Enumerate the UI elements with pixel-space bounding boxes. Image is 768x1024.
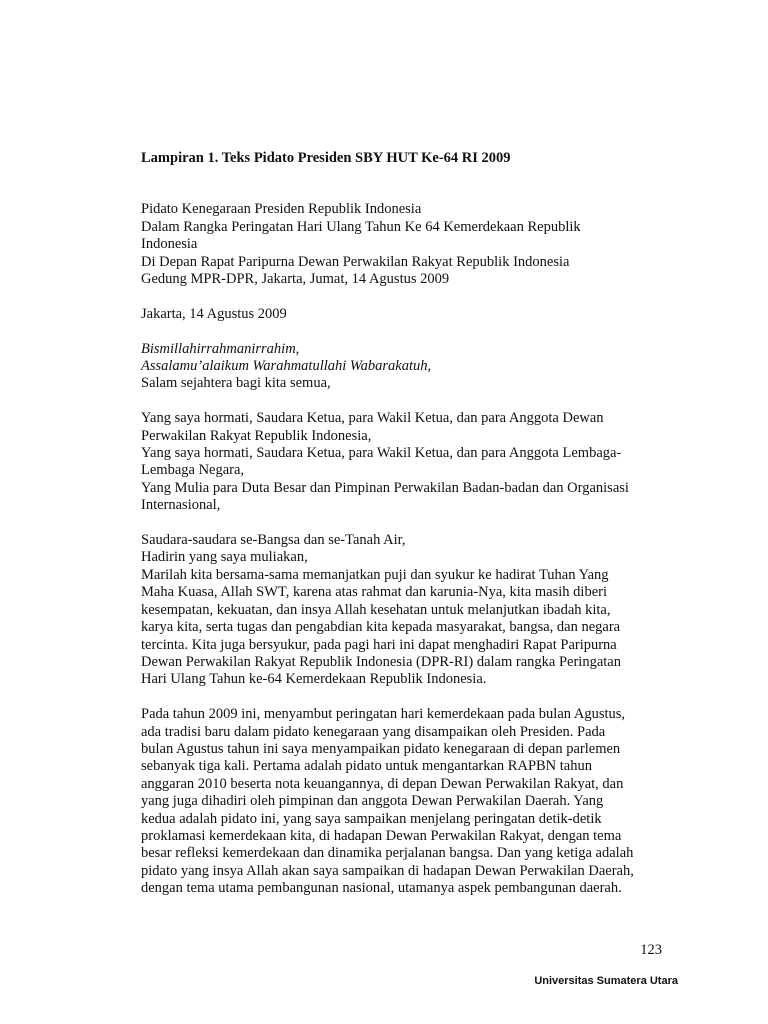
paragraph-line: besar refleksi kemerdekaan dan dinamika perjalanan bangsa. Dan yang ketiga adalah [141,845,634,862]
paragraph-line: Maha Kuasa, Allah SWT, karena atas rahmat dan karunia-Nya, kita masih diberi [141,584,607,601]
paragraph-line: sebanyak tiga kali. Pertama adalah pidato untuk mengantarkan RAPBN tahun [141,758,592,775]
paragraph-line: kedua adalah pidato ini, yang saya sampaikan menjelang peringatan detik-detik [141,810,602,827]
greeting-line: Salam sejahtera bagi kita semua, [141,375,331,392]
paragraph-line: karya kita, serta tugas dan pengabdian kita kepada masyarakat, bangsa, dan negara [141,619,621,636]
honorific-line: Yang saya hormati, Saudara Ketua, para Wakil Ketua, dan para Anggota Lembaga- [141,445,622,462]
paragraph-line: Hari Ulang Tahun ke-64 Kemerdekaan Republik Indonesia. [141,671,487,688]
greeting [141,341,661,393]
paragraph-line: tercinta. Kita juga bersyukur, pada pagi hari ini dapat menghadiri Rapat Paripurna [141,636,617,653]
paragraph-line: anggaran 2010 beserta nota keuangannya, di depan Dewan Perwakilan Rakyat, dan [141,775,624,792]
header-line: Indonesia [141,236,198,253]
paragraph-line: Pada tahun 2009 ini, menyambut peringatan hari kemerdekaan pada bulan Agustus, [141,706,626,723]
document-title: Lampiran 1. Teks Pidato Presiden SBY HUT Ke-64 RI 2009 [141,150,511,166]
header-line: Pidato Kenegaraan Presiden Republik Indonesia [141,201,422,218]
paragraph-line: Marilah kita bersama-sama memanjatkan puji dan syukur ke hadirat Tuhan Yang [141,566,609,583]
greeting-line: Bismillahirrahmanirrahim, [141,340,300,357]
paragraph-line: pidato yang insya Allah akan saya sampaikan di hadapan Dewan Perwakilan Daerah, [141,862,634,879]
paragraph-line: kesempatan, kekuatan, dan insya Allah kesehatan untuk melanjutkan ibadah kita, [141,601,611,618]
header-line: Gedung MPR-DPR, Jakarta, Jumat, 14 Agustus 2009 [141,271,450,288]
footer-institution: Universitas Sumatera Utara [534,975,678,987]
paragraph-line: Hadirin yang saya muliakan, [141,549,308,566]
honorific-line: Yang Mulia para Duta Besar dan Pimpinan Perwakilan Badan-badan dan Organisasi [141,479,629,496]
greeting-line: Assalamu’alaikum Warahmatullahi Wabarakatuh, [141,358,432,375]
paragraph-tradition [141,706,661,897]
paragraph-line: Dewan Perwakilan Rakyat Republik Indonesia (DPR-RI) dalam rangka Peringatan [141,653,621,670]
header-line: Dalam Rangka Peringatan Hari Ulang Tahun Ke 64 Kemerdekaan Republik [141,218,581,235]
document-body [141,150,661,915]
header-line: Di Depan Rapat Paripurna Dewan Perwakilan Rakyat Republik Indonesia [141,253,570,270]
paragraph-opening [141,532,661,689]
honorific-line: Internasional, [141,497,221,514]
honorific-line: Lembaga Negara, [141,462,245,479]
honorific-line: Yang saya hormati, Saudara Ketua, para Wakil Ketua, dan para Anggota Dewan [141,410,604,427]
date-text: Jakarta, 14 Agustus 2009 [141,305,287,322]
page-number: 123 [640,942,662,958]
honorific-line: Perwakilan Rakyat Republik Indonesia, [141,427,372,444]
paragraph-line: ada tradisi baru dalam pidato kenegaraan yang disampaikan oleh Presiden. Pada [141,723,606,740]
paragraph-line: Saudara-saudara se-Bangsa dan se-Tanah Air, [141,532,406,549]
date-line [141,306,661,323]
paragraph-line: dengan tema utama pembangunan nasional, utamanya aspek pembangunan daerah. [141,880,622,897]
speech-header [141,201,661,288]
honorifics [141,410,661,514]
paragraph-line: bulan Agustus tahun ini saya menyampaikan pidato kenegaraan di depan parlemen [141,740,621,757]
paragraph-line: proklamasi kemerdekaan kita, di hadapan Dewan Perwakilan Rakyat, dengan tema [141,827,622,844]
paragraph-line: yang juga dihadiri oleh pimpinan dan anggota Dewan Perwakilan Daerah. Yang [141,793,604,810]
